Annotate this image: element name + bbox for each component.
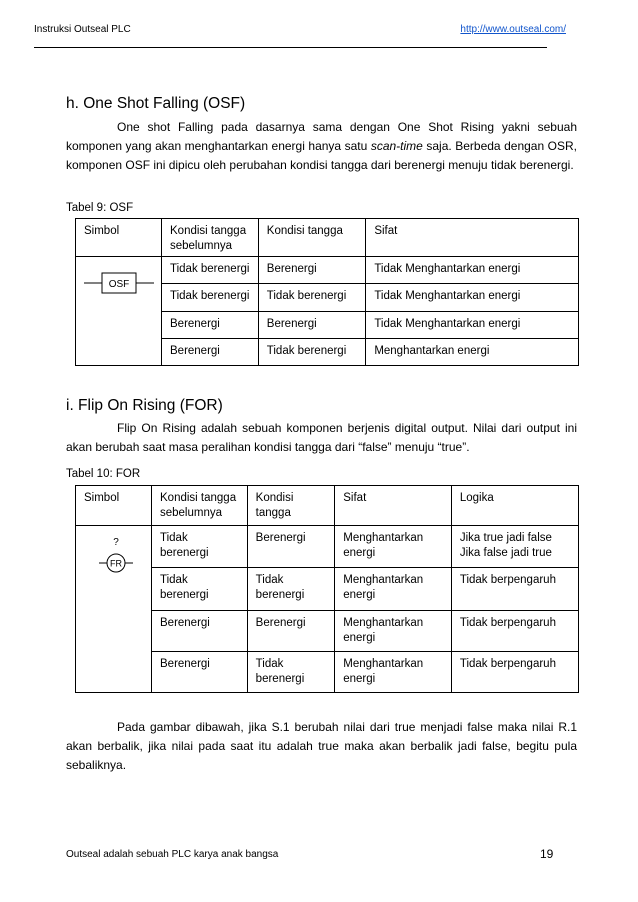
table-cell: Tidak Menghantarkan energi: [366, 257, 579, 284]
table-cell: Tidak berpengaruh: [451, 651, 578, 692]
header-cell: Simbol: [76, 486, 152, 526]
section-h-emphasis: scan-time: [370, 139, 423, 153]
table-cell: Menghantarkan energi: [335, 651, 452, 692]
table-header-row: [76, 219, 579, 257]
osf-symbol-label: OSF: [108, 279, 130, 290]
footer-text: Outseal adalah sebuah PLC karya anak bangsa: [66, 849, 279, 860]
header-title: Instruksi Outseal PLC: [34, 24, 131, 35]
for-symbol-label: FR: [110, 558, 122, 569]
osf-symbol-cell: [76, 257, 162, 366]
section-i-paragraph: [66, 419, 577, 457]
table-row: [76, 526, 579, 568]
table-cell: Berenergi: [247, 610, 335, 651]
table-header-row: [76, 486, 579, 526]
section-h-title: h. One Shot Falling (OSF): [66, 95, 246, 112]
header-cell: Kondisi tangga sebelumnya: [162, 219, 259, 257]
table-cell: Tidak berenergi: [162, 257, 259, 284]
table-cell: Berenergi: [258, 311, 366, 338]
table-cell: Tidak Menghantarkan energi: [366, 311, 579, 338]
for-symbol-cell: [76, 526, 152, 693]
table-cell: Berenergi: [258, 257, 366, 284]
for-symbol: [76, 526, 151, 692]
header-cell: Kondisi tangga: [247, 486, 335, 526]
table-cell: Menghantarkan energi: [366, 338, 579, 365]
table-cell: Menghantarkan energi: [335, 568, 452, 610]
header-link[interactable]: http://www.outseal.com/: [460, 24, 566, 35]
header-cell: Sifat: [366, 219, 579, 257]
section-h-paragraph: [66, 118, 577, 175]
table-cell: Berenergi: [152, 610, 248, 651]
for-symbol-question: ?: [113, 537, 119, 548]
header-cell: Sifat: [335, 486, 452, 526]
osf-symbol: [76, 257, 161, 365]
section-h-text-a: One shot Falling pada dasarnya sama dengan One Shot Rising yakni sebuah komponen yang akan menghantarkan energi hanya satu: [66, 120, 577, 153]
section-h-text-b: saja. Berbeda dengan OSR, komponen OSF ini dipicu oleh perubahan kondisi tangga dari berenergi menuju tidak berenergi.: [66, 139, 578, 172]
table-cell: Tidak berpengaruh: [451, 610, 578, 651]
table-cell: Menghantarkan energi: [335, 610, 452, 651]
table-10-caption: Tabel 10: FOR: [66, 468, 141, 480]
table-cell: Tidak berenergi: [258, 338, 366, 365]
header-cell: Simbol: [76, 219, 162, 257]
page-number: 19: [540, 847, 554, 861]
section-i-text: Flip On Rising adalah sebuah komponen berjenis digital output. Nilai dari output ini akan berubah saat masa peralihan kondisi tangga dari “false” menuju “true”.: [66, 421, 577, 454]
table-cell: Tidak berenergi: [247, 651, 335, 692]
closing-paragraph: [66, 718, 577, 775]
table-cell: Menghantarkan energi: [335, 526, 452, 568]
table-cell: Berenergi: [247, 526, 335, 568]
table-cell: Tidak berenergi: [152, 568, 248, 610]
table-cell: Berenergi: [162, 311, 259, 338]
section-i-title: i. Flip On Rising (FOR): [66, 397, 223, 414]
header-cell: Kondisi tangga sebelumnya: [152, 486, 248, 526]
closing-text: Pada gambar dibawah, jika S.1 berubah nilai dari true menjadi false maka nilai R.1 akan berbalik, jika nilai pada saat itu adalah true maka akan berbalik jadi false, begitu pula sebaliknya.: [66, 720, 577, 772]
table-cell: Berenergi: [162, 338, 259, 365]
table-cell: Tidak Menghantarkan energi: [366, 284, 579, 311]
table-cell: Tidak berenergi: [258, 284, 366, 311]
header-cell: Kondisi tangga: [258, 219, 366, 257]
table-cell: Jika true jadi false Jika false jadi true: [451, 526, 578, 568]
table-cell: Tidak berpengaruh: [451, 568, 578, 610]
header-cell: Logika: [451, 486, 578, 526]
header-divider: [34, 47, 547, 48]
table-row: [76, 257, 579, 284]
table-osf: [75, 218, 579, 366]
table-9-caption: Tabel 9: OSF: [66, 202, 134, 214]
table-cell: Tidak berenergi: [162, 284, 259, 311]
table-cell: Berenergi: [152, 651, 248, 692]
table-cell: Tidak berenergi: [152, 526, 248, 568]
table-for: [75, 485, 579, 693]
table-cell: Tidak berenergi: [247, 568, 335, 610]
